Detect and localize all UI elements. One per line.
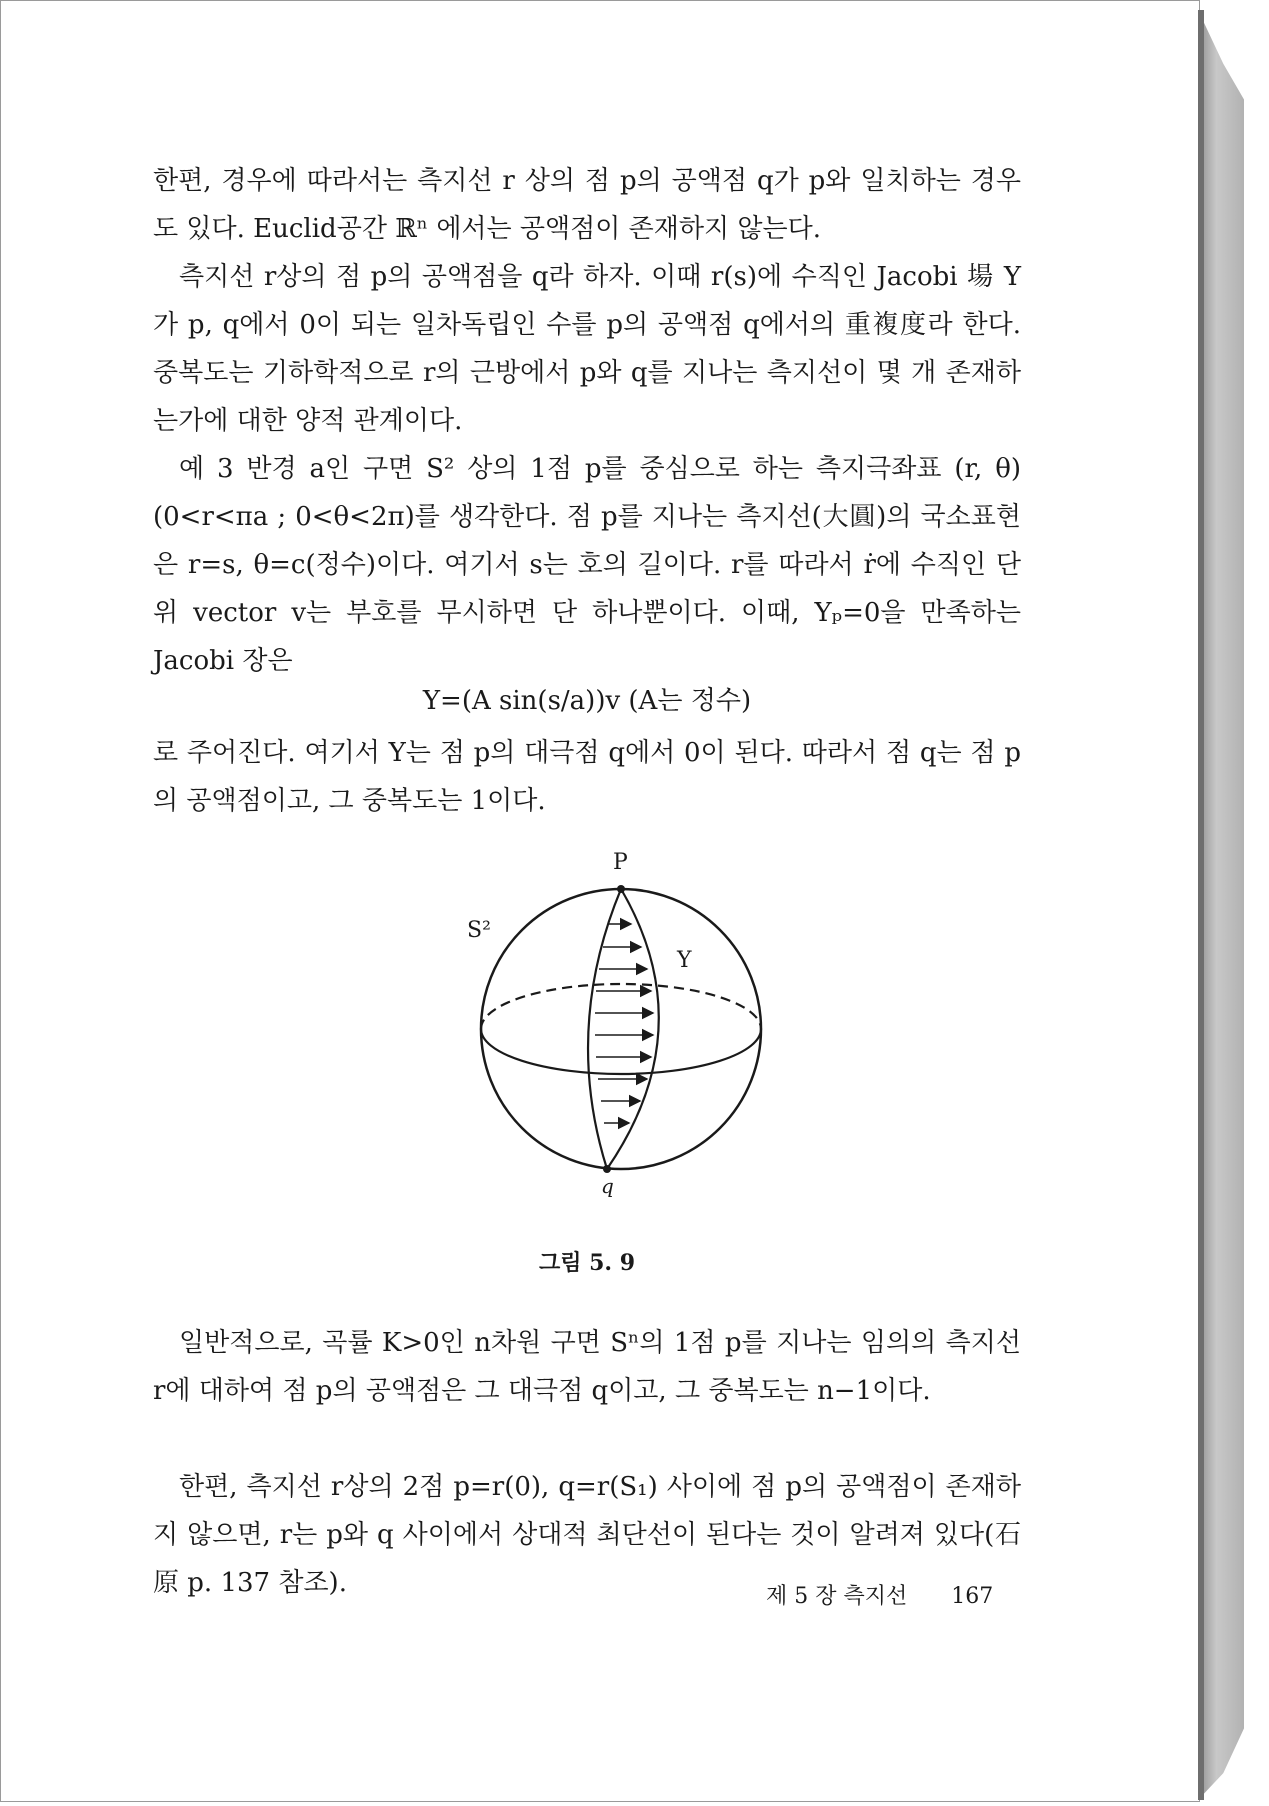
page-stack-edge: [1198, 10, 1244, 1800]
vector-field-envelope: [607, 889, 659, 1169]
paragraph-multiplicity-definition: 측지선 r상의 점 p의 공액점을 q라 하자. 이때 r(s)에 수직인 Jacobi 場 Y가 p, q에서 0이 되는 일차독립인 수를 p의 공액점 q에서의 重複度라 한다. 중복도는 기하학적으로 r의 근방에서 p와 q를 지나는 측지선이 몇 개 존재하는가에 대한 양적 관계이다.: [153, 262, 1021, 436]
label-y: Y: [677, 948, 692, 973]
label-p: P: [613, 850, 628, 875]
geodesic-meridian: [588, 889, 621, 1169]
label-q: q: [601, 1174, 614, 1198]
paragraph-example-3: 예 3 반경 a인 구면 S² 상의 1점 p를 중심으로 하는 측지극좌표 (r, θ)(0<r<πa ; 0<θ<2π)를 생각한다. 점 p를 지나는 측지선(大圓)의 국소표현은 r=s, θ=c(정수)이다. 여기서 s는 호의 길이다. r를 따라서 ṙ에 수직인 단위 vector v는 부호를 무시하면 단 하나뿐이다. 이때, Yₚ=0을 만족하는 Jacobi 장은: [153, 454, 1021, 676]
paragraph-conjugate-intro: 한편, 경우에 따라서는 측지선 r 상의 점 p의 공액점 q가 p와 일치하는 경우도 있다. Euclid공간 ℝⁿ 에서는 공액점이 존재하지 않는다.: [153, 166, 1021, 244]
figure-caption: 그림 5. 9: [538, 1250, 636, 1276]
sphere-figure: [441, 839, 771, 1203]
paragraph-minimizing-geodesic: 한편, 측지선 r상의 2점 p=r(0), q=r(S₁) 사이에 점 p의 공액점이 존재하지 않으면, r는 p와 q 사이에서 상대적 최단선이 된다는 것이 알려져 있다(石原 p. 137 참조).: [153, 1472, 1021, 1598]
paragraph-example-conclusion: 로 주어진다. 여기서 Y는 점 p의 대극점 q에서 0이 된다. 따라서 점 q는 점 p의 공액점이고, 그 중복도는 1이다.: [153, 738, 1021, 816]
paragraph-general-sphere: 일반적으로, 곡률 K>0인 n차원 구면 Sⁿ의 1점 p를 지나는 임의의 측지선 r에 대하여 점 p의 공액점은 그 대극점 q이고, 그 중복도는 n−1이다.: [153, 1328, 1021, 1406]
page-edge-shadow: [1198, 10, 1204, 1800]
page-footer: [766, 1579, 993, 1610]
jacobi-field-arrows: [595, 924, 653, 1123]
sphere-outline: [481, 889, 761, 1169]
jacobi-field-equation: Y=(A sin(s/a))v (A는 정수): [422, 686, 752, 716]
label-s2: S²: [467, 918, 491, 943]
chapter-title: 제 5 장 측지선: [766, 1584, 908, 1609]
sphere-diagram: [441, 839, 771, 1199]
pole-q-dot: [603, 1165, 611, 1173]
pole-p-dot: [617, 885, 625, 893]
page-number: 167: [951, 1584, 994, 1609]
